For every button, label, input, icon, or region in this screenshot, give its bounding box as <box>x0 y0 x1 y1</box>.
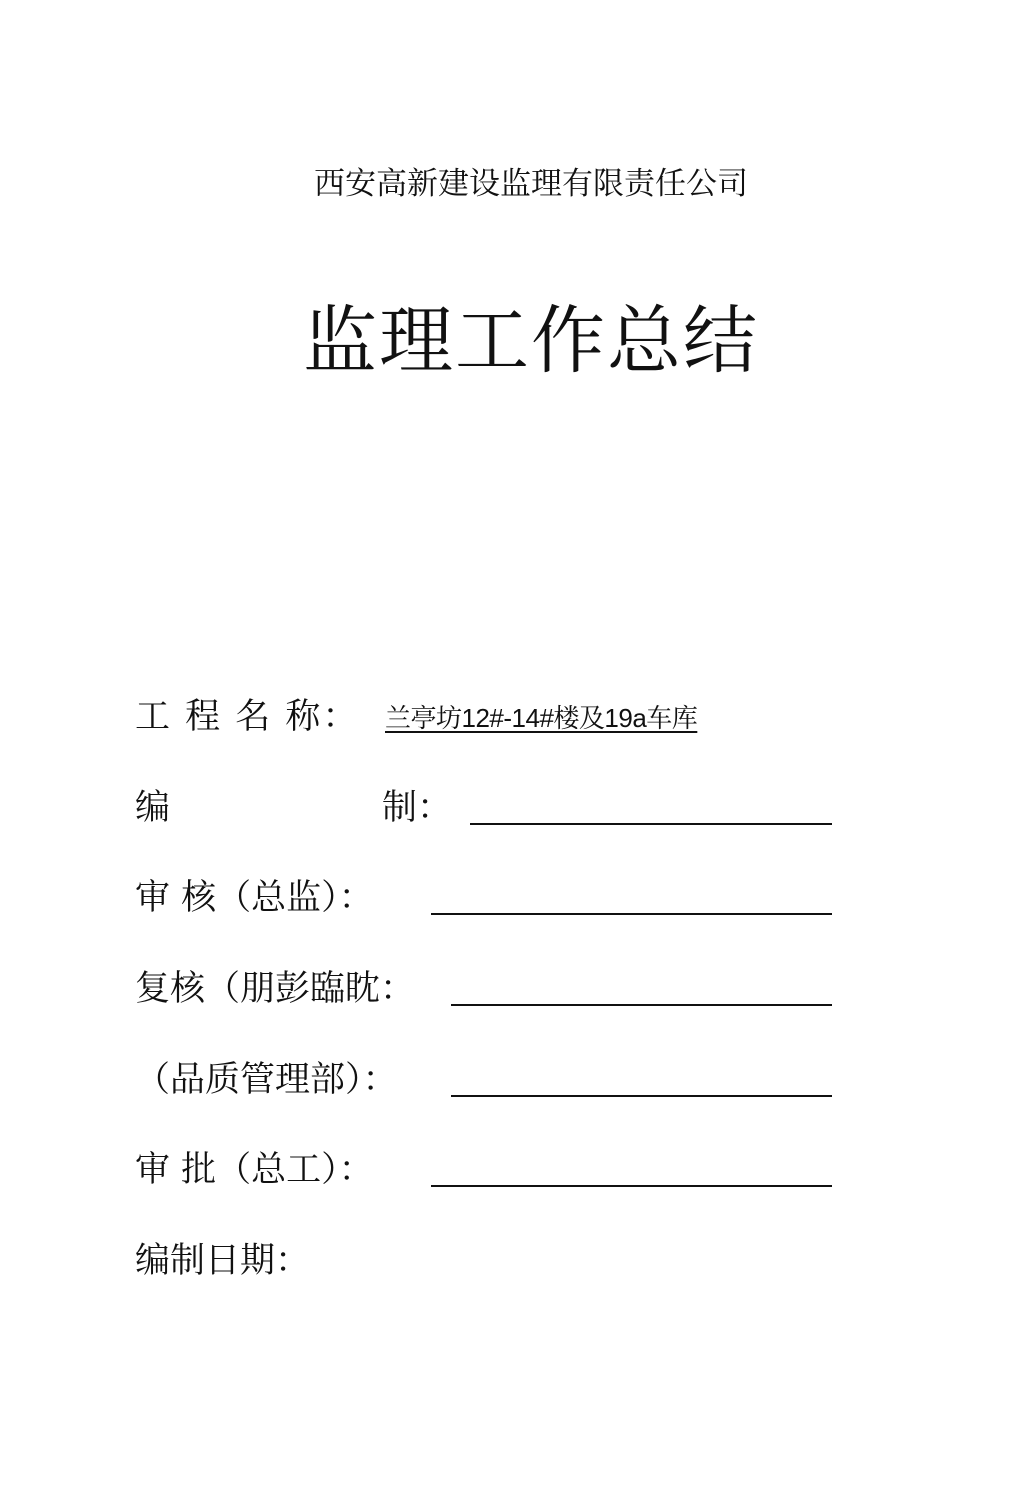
compiler-label-end: 制： <box>382 788 453 828</box>
approve-row <box>135 1145 835 1195</box>
recheck-row <box>135 964 835 1014</box>
document-title: 监理工作总结 <box>303 298 759 384</box>
project-name-value: 兰亭坊12#-14#楼及19a车库 <box>385 703 698 733</box>
quality-dept-row <box>135 1055 835 1105</box>
project-name-label: 工 程 名 称： <box>135 697 360 737</box>
review-row <box>135 873 835 923</box>
project-name-row <box>135 692 835 742</box>
quality-dept-blank-line <box>451 1095 832 1097</box>
recheck-blank-line <box>451 1004 832 1006</box>
approve-label: 审 批（总工）： <box>135 1150 374 1190</box>
review-label: 审 核（总监）： <box>135 878 374 918</box>
compiler-label-start: 编 <box>135 788 171 828</box>
company-name: 西安高新建设监理有限责任公司 <box>314 166 748 202</box>
compiler-row <box>135 783 835 833</box>
compile-date-row <box>135 1236 835 1286</box>
review-blank-line <box>431 913 832 915</box>
approve-blank-line <box>431 1185 832 1187</box>
compiler-blank-line <box>470 823 832 825</box>
quality-dept-label: （品质管理部）： <box>135 1060 398 1100</box>
compile-date-label: 编制日期： <box>135 1241 311 1281</box>
recheck-label: 复核（朋彭臨眈： <box>135 969 416 1009</box>
